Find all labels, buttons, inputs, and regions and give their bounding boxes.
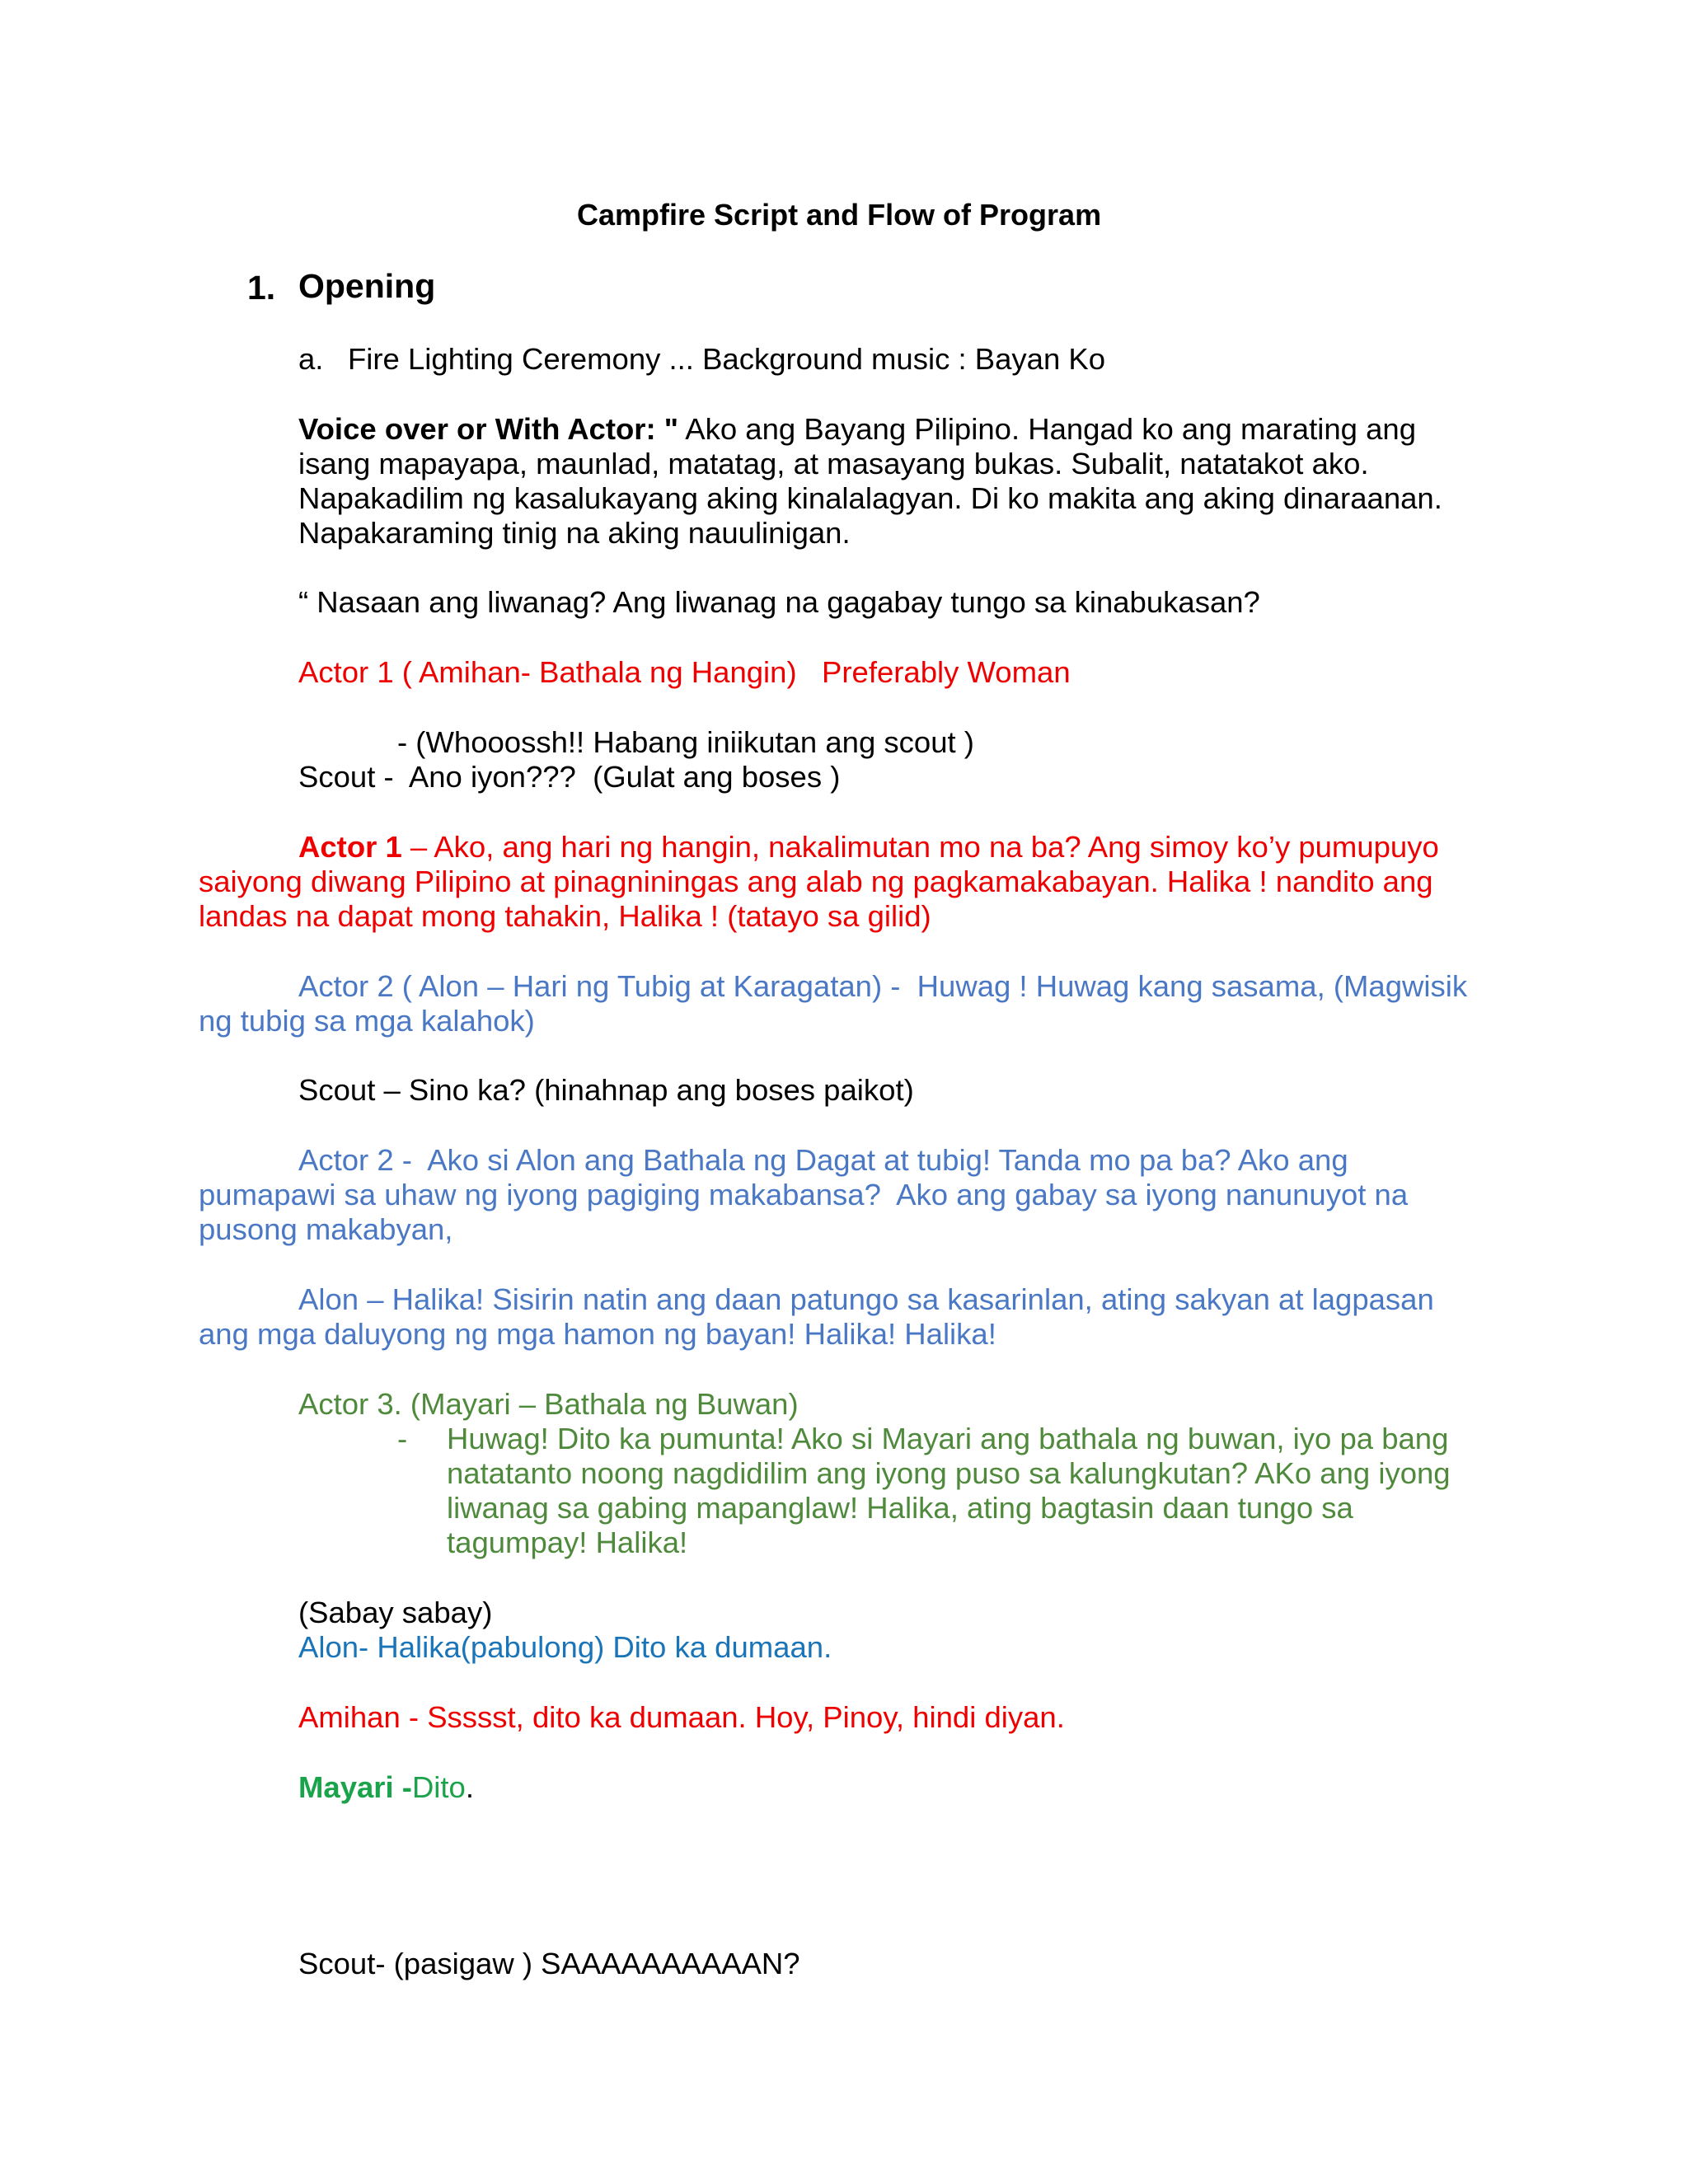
actor3-dash: - [397,1422,408,1455]
actor3-speech-line: natatanto noong nagdidilim ang iyong puso sa kalungkutan? AKo ang iyong [447,1456,1451,1490]
actor3-speech-line: tagumpay! Halika! [447,1526,688,1559]
amihan-line: Amihan - Ssssst, dito ka dumaan. Hoy, Pinoy, hindi diyan. [298,1700,1065,1734]
mayari-period: . [465,1770,475,1804]
sabay-line: (Sabay sabay) [298,1596,493,1629]
actor3-speech-line: Huwag! Dito ka pumunta! Ako si Mayari ang bathala ng buwan, iyo pa bang [447,1422,1449,1455]
voice-over-line: Napakaraming tinig na aking nauulinigan. [298,516,851,550]
actor2-speech-line: Actor 2 - Ako si Alon ang Bathala ng Dagat at tubig! Tanda mo pa ba? Ako ang [298,1143,1348,1177]
actor3-intro: Actor 3. (Mayari – Bathala ng Buwan) [298,1387,799,1421]
actor2-speech-line: pumapawi sa uhaw ng iyong pagiging makabansa? Ako ang gabay sa iyong nanunuyot na [199,1178,1409,1212]
actor3-speech-line: liwanag sa gabing mapanglaw! Halika, ating bagtasin daan tungo sa [447,1491,1353,1525]
voice-over-text: Ako ang Bayang Pilipino. Hangad ko ang marating ang [678,412,1416,446]
actor1-speech-first-line [298,830,1439,865]
question-line: “ Nasaan ang liwanag? Ang liwanag na gagabay tungo sa kinabukasan? [298,585,1260,619]
voice-over-line: Napakadilim ng kasalukayang aking kinalalagyan. Di ko makita ang aking dinaraanan. [298,481,1442,515]
document-title: Campfire Script and Flow of Program [577,198,1102,232]
alon-speech-line: Alon – Halika! Sisirin natin ang daan patungo sa kasarinlan, ating sakyan at lagpasan [298,1282,1434,1316]
mayari-label: Mayari - [298,1770,412,1804]
item-a-text: Fire Lighting Ceremony ... Background music : Bayan Ko [348,342,1106,376]
actor1-speech-text: – Ako, ang hari ng hangin, nakalimutan mo na ba? Ang simoy ko’y pumupuyo [401,830,1439,864]
scout-line: Scout- (pasigaw ) SAAAAAAAAAAN? [298,1947,800,1980]
item-a-marker: a. [298,342,324,376]
mayari-text: Dito [411,1770,466,1804]
section-number: 1. [247,269,276,307]
alon-whisper-line: Alon- Halika(pabulong) Dito ka dumaan. [298,1630,832,1664]
actor2-intro-line: ng tubig sa mga kalahok) [199,1004,535,1038]
actor1-intro: Actor 1 ( Amihan- Bathala ng Hangin) Preferably Woman [298,655,1071,689]
voice-over-line: isang mapayapa, maunlad, matatag, at masayang bukas. Subalit, natatakot ako. [298,447,1369,480]
actor1-speech-line: saiyong diwang Pilipino at pinagniningas ang alab ng pagkamakabayan. Halika ! nandito ang [199,865,1433,898]
section-heading: Opening [298,267,436,305]
voice-over-first-line [298,412,1416,447]
actor1-speech-line: landas na dapat mong tahakin, Halika ! (tatayo sa gilid) [199,899,931,933]
actor1-label: Actor 1 [298,830,402,864]
scout-line: Scout - Ano iyon??? (Gulat ang boses ) [298,760,841,794]
actor2-speech-line: pusong makabyan, [199,1212,453,1246]
mayari-line [298,1770,474,1805]
whoosh-line: - (Whooossh!! Habang iniikutan ang scout ) [397,725,974,759]
scout-line: Scout – Sino ka? (hinahnap ang boses paikot) [298,1073,914,1107]
alon-speech-line: ang mga daluyong ng mga hamon ng bayan! Halika! Halika! [199,1317,996,1351]
actor2-intro-line: Actor 2 ( Alon – Hari ng Tubig at Karagatan) - Huwag ! Huwag kang sasama, (Magwisik [298,969,1468,1003]
voice-over-label: Voice over or With Actor: " [298,412,679,446]
